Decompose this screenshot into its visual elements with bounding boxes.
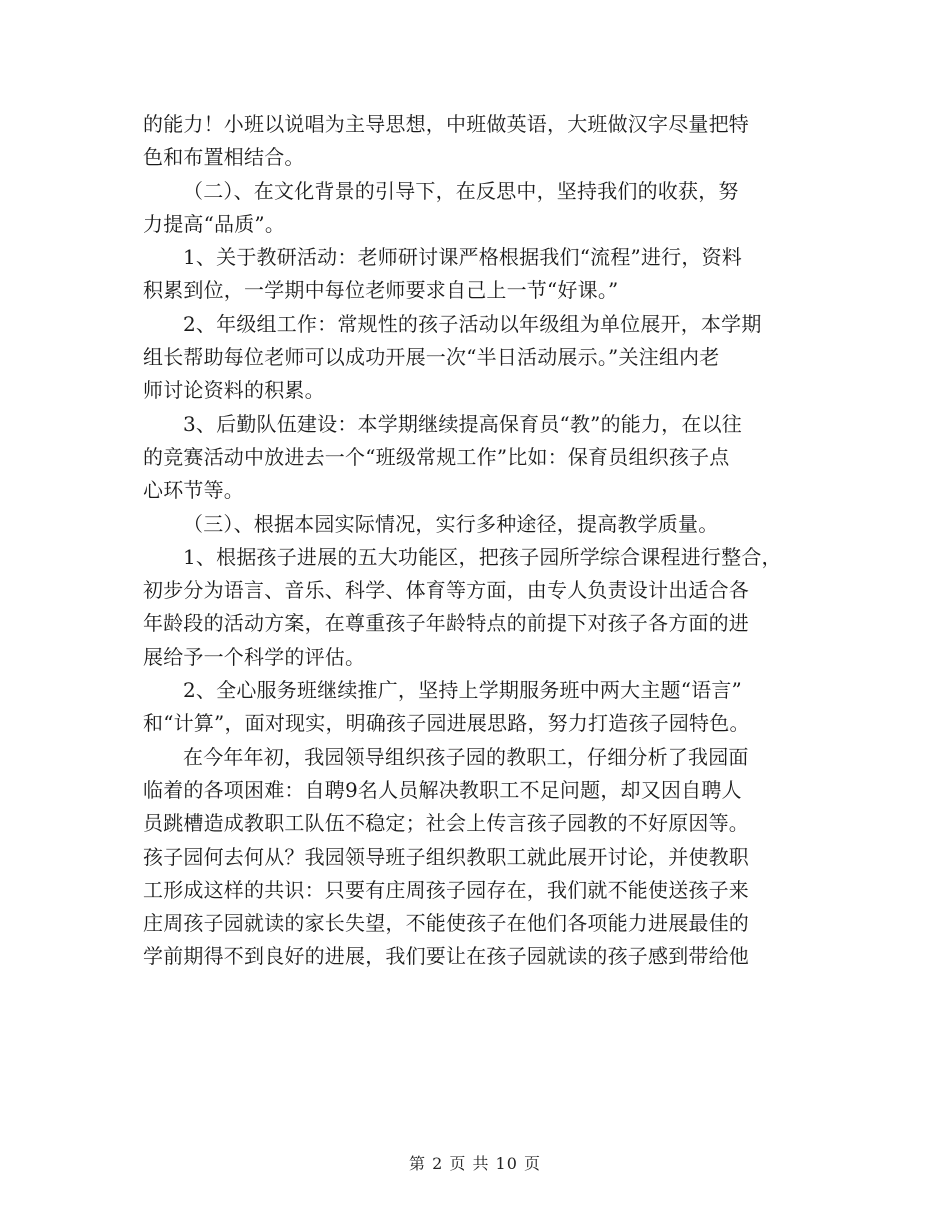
text-line: 学前期得不到良好的进展，我们要让在孩子园就读的孩子感到带给他 [143,944,749,969]
text-line: 力提高“品质”。 [143,211,286,236]
text-line: （二）、在文化背景的引导下，在反思中，坚持我们的收获，努 [183,178,739,203]
document-body [143,108,815,974]
text-line: 色和布置相结合。 [143,145,305,170]
text-line: 工形成这样的共识：只要有庄周孩子园存在，我们就不能使送孩子来 [143,877,749,902]
text-line: 2、全心服务班继续推广，坚持上学期服务班中两大主题“语言” [183,678,742,703]
text-line: 展给予一个科学的评估。 [143,644,366,669]
text-line: 和“计算”，面对现实，明确孩子园进展思路，努力打造孩子园特色。 [143,711,750,736]
text-line: （三）、根据本园实际情况，实行多种途径，提高教学质量。 [183,511,719,536]
text-line: 2、年级组工作：常规性的孩子活动以年级组为单位展开，本学期 [183,311,762,336]
text-line: 1、根据孩子进展的五大功能区，把孩子园所学综合课程进行整合， [183,544,782,569]
text-line: 组长帮助每位老师可以成功开展一次“半日活动展示。”关注组内老 [143,345,720,370]
text-line: 1、关于教研活动：老师研讨课严格根据我们“流程”进行，资料 [183,245,742,270]
page-footer: 第 2 页 共 10 页 [409,1154,541,1173]
text-line: 庄周孩子园就读的家长失望，不能使孩子在他们各项能力进展最佳的 [143,911,749,936]
text-line: 临着的各项困难：自聘9名人员解决教职工不足问题，却又因自聘人 [143,777,742,802]
text-line: 3、后勤队伍建设：本学期继续提高保育员“教”的能力，在以往 [183,411,742,436]
text-line: 初步分为语言、音乐、科学、体育等方面，由专人负责设计出适合各 [143,578,749,603]
text-line: 的竞赛活动中放进去一个“班级常规工作”比如：保育员组织孩子点 [143,444,730,469]
text-line: 在今年年初，我园领导组织孩子园的教职工，仔细分析了我园面 [183,744,749,769]
text-line: 年龄段的活动方案，在尊重孩子年龄特点的前提下对孩子各方面的进 [143,611,749,636]
text-line: 心环节等。 [143,478,244,503]
text-line: 员跳槽造成教职工队伍不稳定；社会上传言孩子园教的不好原因等。 [143,811,749,836]
text-line: 孩子园何去何从？我园领导班子组织教职工就此展开讨论，并使教职 [143,844,749,869]
text-line: 师讨论资料的积累。 [143,378,325,403]
text-line: 的能力！小班以说唱为主导思想，中班做英语，大班做汉字尽量把特 [143,112,749,136]
text-line: 积累到位，一学期中每位老师要求自己上一节“好课。” [143,278,619,303]
